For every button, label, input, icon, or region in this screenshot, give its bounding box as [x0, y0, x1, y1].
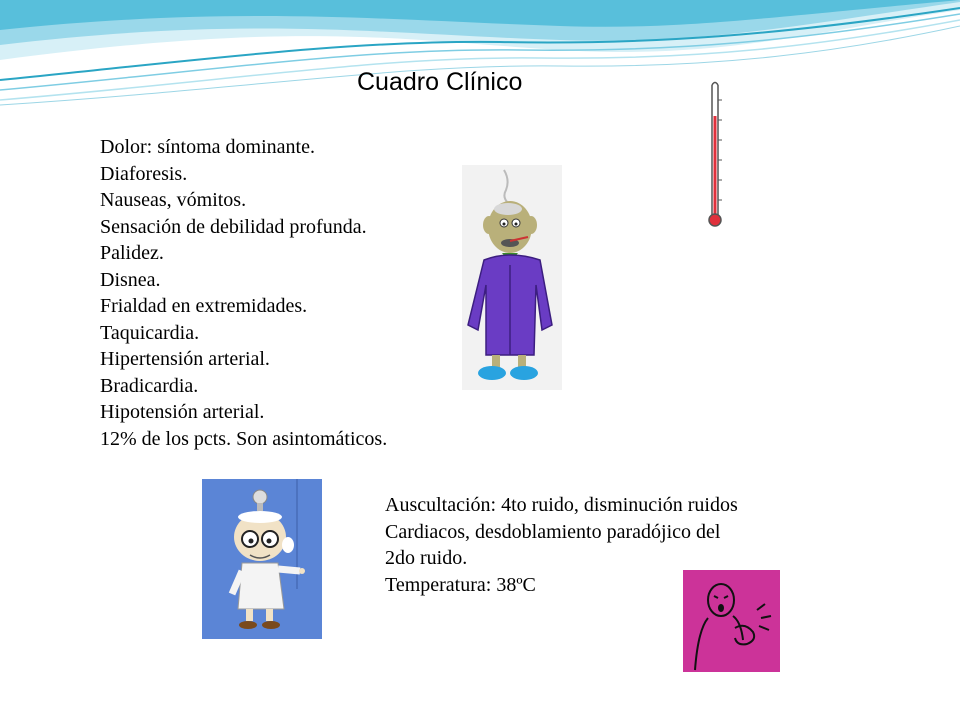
sick-man-illustration: [462, 165, 562, 390]
symptom-item: Sensación de debilidad profunda.: [100, 215, 367, 238]
symptom-item: Hipotensión arterial.: [100, 401, 265, 423]
symptom-item: Diaforesis.: [100, 162, 188, 185]
symptom-item: Frialdad en extremidades.: [100, 295, 308, 317]
symptom-item: Disnea.: [100, 268, 161, 291]
symptom-item: Taquicardia.: [100, 321, 200, 344]
symptom-item: Dolor: síntoma dominante.: [100, 136, 315, 158]
symptom-list: [100, 134, 387, 452]
exam-findings: [385, 492, 855, 598]
symptom-item: Bradicardia.: [100, 374, 199, 397]
thermometer-icon: [695, 80, 735, 230]
symptom-item: Nauseas, vómitos.: [100, 189, 247, 211]
chest-pain-icon: [683, 570, 780, 672]
doctor-illustration: [202, 479, 322, 639]
symptom-item: Palidez.: [100, 242, 164, 264]
temperature-line: Temperatura: 38ºC: [385, 573, 536, 596]
slide-title: Cuadro Clínico: [357, 68, 523, 96]
exam-line: Auscultación: 4to ruido, disminución ruidos: [385, 494, 738, 516]
symptom-item: 12% de los pcts. Son asintomáticos.: [100, 427, 388, 450]
exam-line: 2do ruido.: [385, 547, 468, 569]
symptom-item: Hipertensión arterial.: [100, 348, 270, 370]
exam-line: Cardiacos, desdoblamiento paradójico del: [385, 520, 721, 543]
header-wave-decoration: [0, 0, 960, 120]
